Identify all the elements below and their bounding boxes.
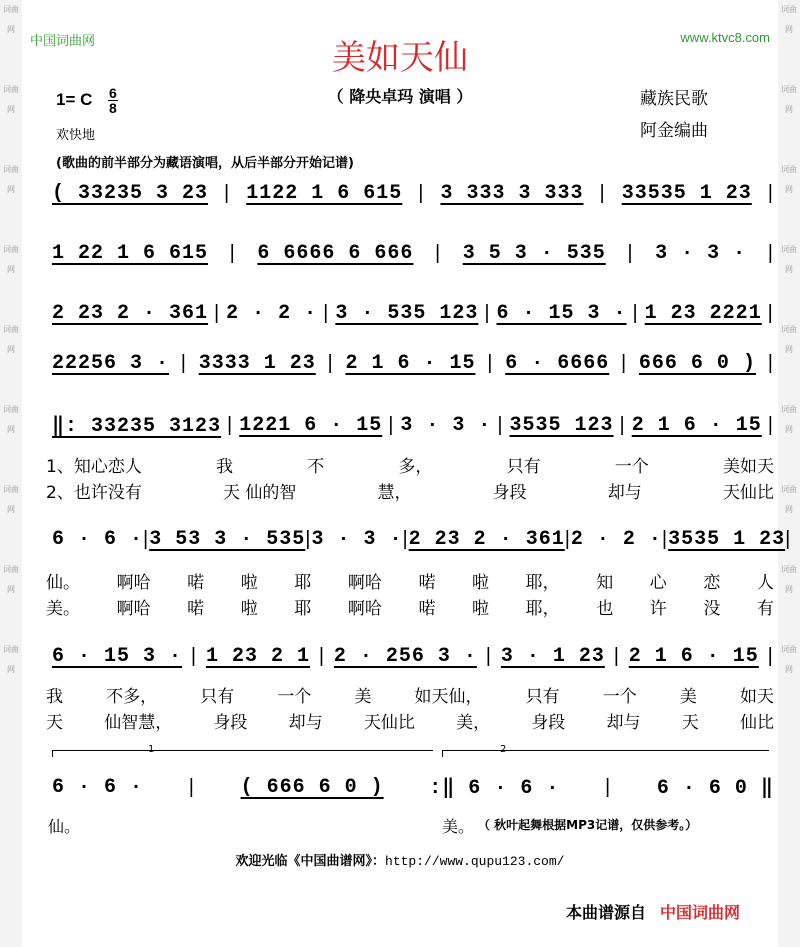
watermark-text: 词曲网 [3,85,19,114]
song-title: 美如天仙 [332,38,468,78]
measure: 1 22 1 6 615 [52,242,209,265]
measure: 3 · 3 · [400,413,492,437]
measure: 2 · 256 3 · [333,645,477,668]
lyric-word: 2、也许没有 [46,483,142,503]
watermark-text: 词曲网 [3,245,19,274]
lyric-word: 美 [679,687,697,707]
lyric-word: 不多， [106,687,158,707]
performer-line: （ 降央卓玛 演唱 ） [327,87,473,106]
lyric-word: 美如天 [722,457,774,477]
measure: 3 · 535 123 [335,302,479,325]
lyric-word: 啊哈 [347,573,382,593]
lyric-word: 啦 [240,573,258,593]
watermark-text: 词曲网 [3,565,19,594]
watermark-text: 词曲网 [781,645,797,674]
lyric-word: 慧， [377,483,412,503]
lyric-word: 喏 [187,573,205,593]
watermark-text: 词曲网 [3,405,19,434]
lyric-word: 天 [46,713,63,733]
measure: 3 · 3 · [311,528,403,551]
lyric-row-7-verse-2 [46,708,774,733]
measure: 3 5 3 · 535 [462,242,606,265]
measure: 3 53 3 · 535 [149,528,306,551]
lyric-word: 美 [354,687,372,707]
lyric-word: 啊哈 [347,599,382,619]
lyric-word: 啦 [472,573,490,593]
lyric-word: 天仙比 [363,713,415,733]
measure: 6 · 15 3 · [496,302,627,325]
lyric-word: 天仙比 [722,483,774,503]
lyric-word: 身段 [213,713,248,733]
measure: 1 23 2 1 [205,645,310,668]
lyric-word: 喏 [187,599,205,619]
score-sheet [22,0,792,947]
song-origin: 藏族民歌 [640,89,708,109]
lyric-word: 仙比 [739,713,774,733]
watermark-text: 词曲网 [781,85,797,114]
measure: 2 1 6 · 15 [628,645,759,668]
lyric-row-8-b: 美。 [442,817,475,836]
watermark-text: 词曲网 [3,485,19,514]
measure: ( 33235 3 23 [52,182,209,205]
lyric-word: 耶， [525,599,560,619]
watermark-text: 词曲网 [781,565,797,594]
lyric-word: 也 [596,599,614,619]
measure: 6 · 6 0 ‖ [656,777,774,800]
score-row-3: 2 23 2 · 361 | 2 · 2 · | 3 · 535 123 | 6 · 15 3 · | 1 23 2221 | [52,302,774,325]
score-row-1: ( 33235 3 23 | 1122 1 6 615 | 3 333 3 333 | 33535 1 23 | [52,182,774,205]
lyric-word: 如天 [739,687,774,707]
lyric-word: 却与 [607,483,642,503]
lyric-word: 耶 [294,599,312,619]
watermark-text: 词曲网 [3,5,19,34]
lyric-word: 却与 [288,713,323,733]
key-signature: 1= C [56,90,93,109]
lyric-word: 如天仙， [414,687,483,707]
lyric-word: 许 [649,599,667,619]
time-signature [108,86,118,115]
lyric-word: 只有 [525,687,560,707]
site-url-right[interactable]: www.ktvc8.com [680,30,770,45]
lyric-row-6-verse-1 [46,568,774,593]
score-row-2: 1 22 1 6 615 | 6 6666 6 666 | 3 5 3 · 535 | 3 · 3 · | [52,242,774,265]
lyric-word: 一个 [614,457,649,477]
lyric-word: 1、知心恋人 [46,457,142,477]
measure: 33535 1 23 [621,182,752,205]
watermark-text: 词曲网 [781,5,797,34]
lyric-row-7-verse-1 [46,682,774,707]
measure: ‖: 33235 3123 [52,415,222,438]
lyric-word: 多， [398,457,433,477]
lyric-word: 没 [703,599,721,619]
measure: 6 · 6 · [52,528,144,551]
lyric-word: 耶， [525,573,560,593]
credit-url[interactable]: http://www.qupu123.com/ [385,854,565,869]
measure: 2 23 2 · 361 [52,302,209,325]
lyric-word: 身段 [531,713,566,733]
measure: 6 · 6666 [505,352,610,375]
volta-bracket-1 [52,750,433,757]
measure: 6 · 15 3 · [52,645,183,668]
lyric-word: 喏 [418,573,436,593]
measure: 2 1 6 · 15 [345,352,476,375]
arranger: 阿金编曲 [640,121,708,141]
lyric-word: 人 [756,573,774,593]
lyric-word: 美， [456,713,491,733]
measure: 3535 123 [509,413,614,437]
lyric-word: 耶 [294,573,312,593]
lyric-row-8-a: 仙。 [48,817,81,836]
measure: 2 · 2 · [226,302,318,325]
source-line [566,900,740,923]
measure: 2 1 6 · 15 [631,413,762,437]
measure: 6 · 6 · [52,775,144,799]
watermark-text: 词曲网 [781,485,797,514]
lyric-word: 我 [46,687,63,707]
right-watermark-strip [778,0,800,947]
measure: 3 · 3 · [655,242,747,265]
score-row-6: 6 · 6 · | 3 53 3 · 535 | 3 · 3 · | 2 23 2 · 361 | 2 · 2 · | 3535 1 23 | [52,528,792,551]
meter-bottom: 8 [109,100,117,116]
volta-bracket-2 [442,750,769,757]
watermark-text: 词曲网 [781,405,797,434]
lyric-word: 恋 [703,573,721,593]
score-note: (歌曲的前半部分为藏语演唱，从后半部分开始记谱) [56,156,354,171]
measure: 2 23 2 · 361 [408,528,565,551]
watermark-text: 词曲网 [781,325,797,354]
measure: 2 · 2 · [570,528,662,551]
lyric-word: 一个 [602,687,637,707]
lyric-word: 喏 [418,599,436,619]
measure: 1122 1 6 615 [246,182,403,205]
meter-top: 6 [109,85,117,101]
lyric-word: 却与 [606,713,641,733]
watermark-text: 词曲网 [3,325,19,354]
measure: ( 666 6 0 ) [240,775,384,799]
lyric-word: 仙。 [46,573,80,593]
lyric-word: 一个 [277,687,312,707]
measure: 3 · 1 23 [500,645,605,668]
source-label: 本曲谱源自 [566,903,647,922]
lyric-row-6-verse-2 [46,594,774,619]
measure: 3535 1 23 [668,528,786,551]
score-row-8: 6 · 6 · | ( 666 6 0 ) :‖ 6 · 6 · | 6 · 6 0 ‖ [52,775,774,800]
credit-text: 欢迎光临《中国曲谱网》： [235,854,386,869]
measure: 3333 1 23 [198,352,316,375]
lyric-word: 只有 [200,687,235,707]
measure: 666 6 0 ) [638,352,756,375]
volta-number-2: 2 [500,744,507,755]
left-watermark-strip [0,0,22,947]
measure: 6 6666 6 666 [257,242,414,265]
lyric-word: 只有 [506,457,541,477]
lyric-word: 美。 [46,599,80,619]
lyric-row-5-verse-1 [46,452,774,477]
tempo-marking: 欢快地 [56,128,96,143]
lyric-word: 啦 [472,599,490,619]
credit-line [22,850,778,869]
measure: 22256 3 · [52,352,170,375]
transcription-note: （ 秋叶起舞根据MP3记谱，仅供参考。） [478,818,698,832]
lyric-word: 啊哈 [116,573,151,593]
source-brand[interactable]: 中国词曲网 [660,903,741,922]
score-row-7: 6 · 15 3 · | 1 23 2 1 | 2 · 256 3 · | 3 · 1 23 | 2 1 6 · 15 | [52,645,774,668]
score-row-5: ‖: 33235 3123 | 1221 6 · 15 | 3 · 3 · | 3535 123 | 2 1 6 · 15 | [52,413,774,438]
lyric-word: 天 [681,713,699,733]
lyric-word: 身段 [492,483,527,503]
lyric-word: 知 [596,573,614,593]
lyric-word: 啊哈 [116,599,151,619]
site-name-left[interactable]: 中国词曲网 [30,34,96,49]
lyric-word: 仙智慧， [104,713,173,733]
lyric-word: 不 [307,457,325,477]
volta-number-1: 1 [148,744,155,755]
watermark-text: 词曲网 [3,165,19,194]
watermark-text: 词曲网 [781,165,797,194]
measure: :‖ 6 · 6 · [429,777,560,800]
measure: 1 23 2221 [644,302,762,325]
lyric-word: 我 [216,457,234,477]
lyric-row-5-verse-2 [46,478,774,503]
lyric-word: 天 仙的智 [222,483,297,503]
lyric-word: 啦 [240,599,258,619]
measure: 3 333 3 333 [440,182,584,205]
watermark-text: 词曲网 [3,645,19,674]
watermark-text: 词曲网 [781,245,797,274]
lyric-word: 心 [649,573,667,593]
lyric-word: 有 [756,599,774,619]
score-row-4: 22256 3 · | 3333 1 23 | 2 1 6 · 15 | 6 · 6666 | 666 6 0 ) | [52,352,774,375]
measure: 1221 6 · 15 [239,413,383,437]
